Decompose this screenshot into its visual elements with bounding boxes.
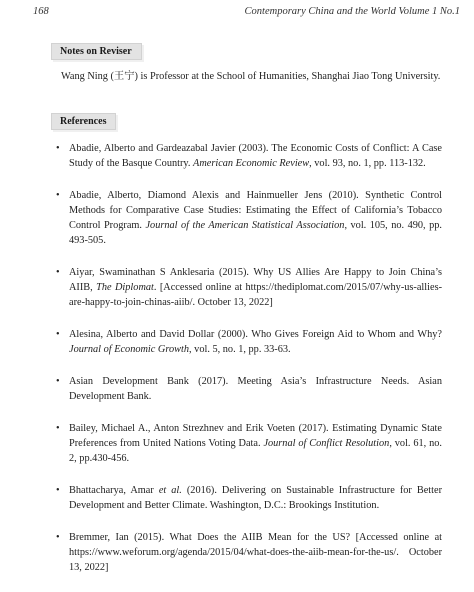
- reference-text: Bailey, Michael A., Anton Strezhnev and Erik Voeten (2017). Estimating Dynamic State Preferences from United Nations Voting Data.: [69, 423, 442, 449]
- notes-on-reviser-heading: Notes on Reviser: [51, 43, 142, 60]
- reference-item: [54, 188, 442, 248]
- reference-source: Journal of Conflict Resolution: [263, 438, 390, 449]
- page-number: 168: [33, 6, 49, 17]
- reference-source: The Diplomat: [96, 282, 154, 293]
- reference-item: [54, 374, 442, 404]
- reference-details: , vol. 105, no. 490, pp. 493-505.: [69, 220, 442, 246]
- reviser-bio: Wang Ning (王宁) is Professor at the School of Humanities, Shanghai Jiao Tong University.: [61, 71, 441, 82]
- reference-source: Journal of the American Statistical Association: [145, 220, 345, 231]
- reference-list: [54, 141, 442, 592]
- reference-details: (2016). Delivering on Sustainable Infrastructure for Better Development and Better Climate. Washington, D.C.: Brookings Institution.: [69, 485, 443, 511]
- reference-details: , vol. 5, no. 1, pp. 33-63.: [189, 344, 291, 355]
- reference-details: , vol. 93, no. 1, pp. 113-132.: [309, 158, 426, 169]
- reference-source: American Economic Review: [193, 158, 310, 169]
- reference-text: Alesina, Alberto and David Dollar (2000). Who Gives Foreign Aid to Whom and Why?: [69, 329, 442, 340]
- reference-item: [54, 421, 442, 466]
- reference-item: [54, 530, 442, 575]
- reference-text: Aiyar, Swaminathan S Anklesaria (2015). Why US Allies Are Happy to Join China’s AIIB,: [69, 267, 442, 293]
- reference-item: [54, 265, 442, 310]
- reference-text: Abadie, Alberto, Diamond Alexis and Hainmueller Jens (2010). Synthetic Control Methods for Comparative Case Studies: Estimating the Effect of California’s Tobacco Control Program.: [69, 190, 442, 231]
- reference-source: et al.: [158, 485, 182, 496]
- reference-item: [54, 483, 442, 513]
- reference-text: Bhattacharya, Amar: [69, 485, 159, 496]
- reference-item: [54, 327, 442, 357]
- references-heading: References: [51, 113, 116, 130]
- reference-details: . [Accessed online at https://thediplomat.com/2015/07/why-us-allies-are-happy-to-join-chinas-aiib/. October 13, 2022]: [69, 282, 443, 308]
- journal-title: Contemporary China and the World Volume 1 No.1: [244, 6, 460, 17]
- reference-text: Bremmer, Ian (2015). What Does the AIIB Mean for the US? [Accessed online at https://www.weforum.org/agenda/2015/04/what-does-the-aiib-mean-for-the-us/. October 13, 2022]: [69, 532, 442, 573]
- reference-text: Asian Development Bank (2017). Meeting Asia’s Infrastructure Needs. Asian Development Bank.: [69, 376, 442, 402]
- reference-details: , vol. 61, no. 2, pp.430-456.: [69, 438, 442, 464]
- reference-item: [54, 141, 442, 171]
- reference-source: Journal of Economic Growth: [69, 344, 190, 355]
- reference-text: Abadie, Alberto and Gardeazabal Javier (2003). The Economic Costs of Conflict: A Case Study of the Basque Country.: [69, 143, 442, 169]
